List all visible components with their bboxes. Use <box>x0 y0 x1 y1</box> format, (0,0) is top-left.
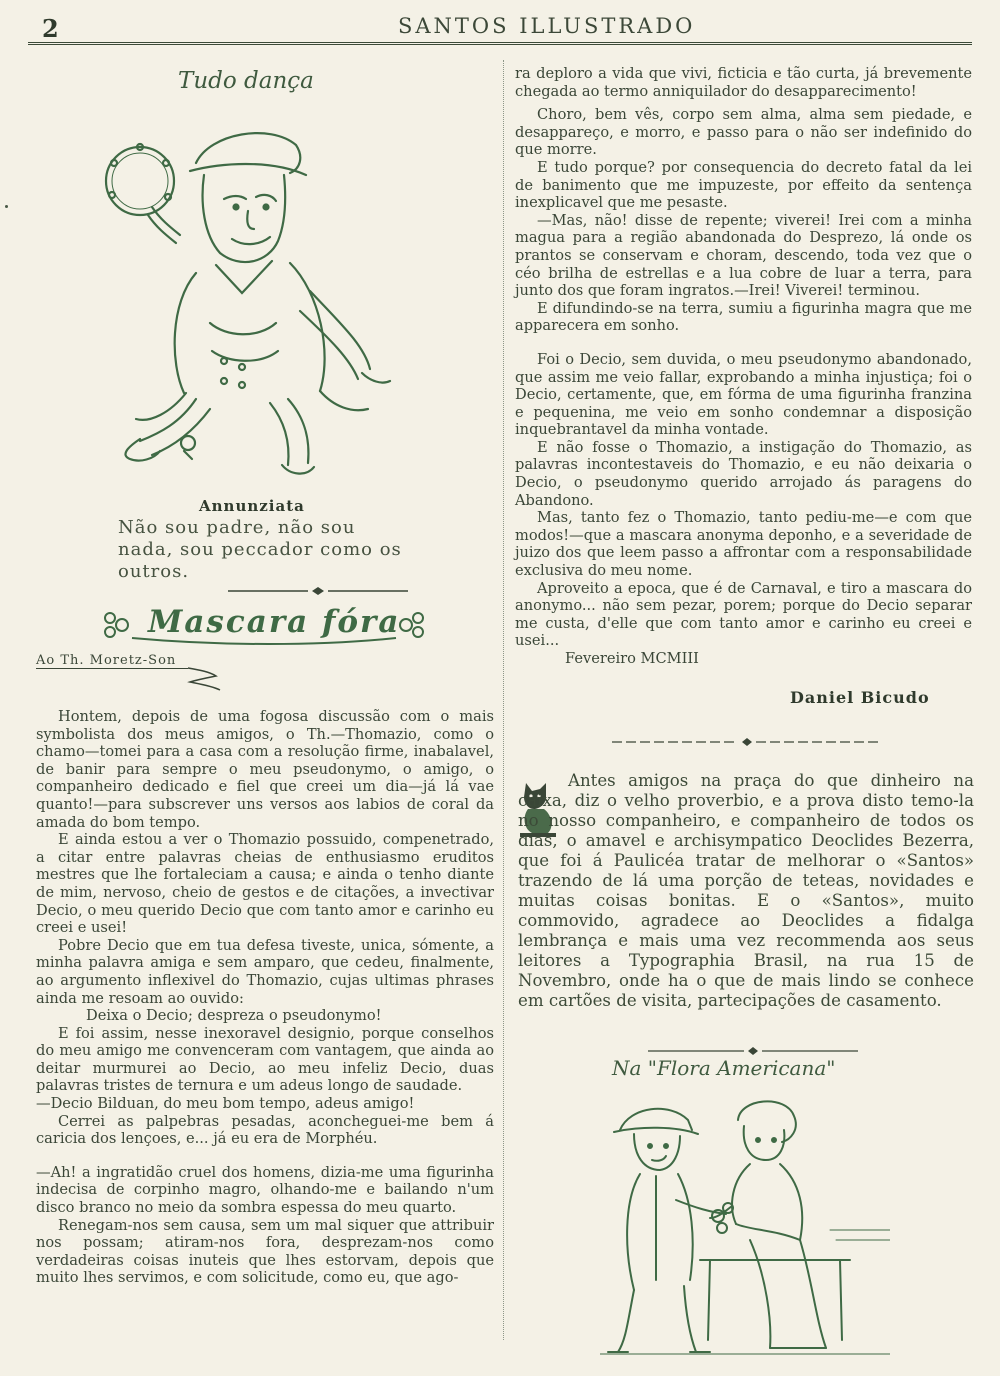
page-number: 2 <box>42 14 59 43</box>
dedication-underline <box>36 668 188 669</box>
illustration-title: Tudo dança <box>178 68 314 94</box>
article-paragraph: Aproveito a epoca, que é de Carnaval, e tiro a mascara do anonymo... não sem pezar, porem; porque do Decio separar me custa, d'elle que com tanto amor e carinho eu creei e usei... <box>515 579 972 650</box>
dancer-caricature-illustration <box>100 123 400 493</box>
article-paragraph: —Mas, não! disse de repente; viverei! Irei com a minha magua para a região abandonada do Desprezo, lá onde os prantos se conservam e choram, descendo, toda vez que o céo brilha de estrellas e a lua cobre de luar a terra, para junto dos que foram ingratos.—Irei! Viverei! terminou. <box>515 211 972 300</box>
article-title: Mascara fóra <box>148 604 401 640</box>
ornamental-divider <box>612 736 882 748</box>
header-rule <box>28 42 972 45</box>
column-divider <box>503 60 504 1340</box>
article-paragraph: Foi o Decio, sem duvida, o meu pseudonymo abandonado, que assim me veio fallar, exprobando a minha injustiça; foi o Decio, certamente, que, em fórma de uma figurinha franzina e pequenina, me veio em sonho condemnar a disposição inquebrantavel da minha vontade. <box>515 350 972 439</box>
author-signature: Daniel Bicudo <box>790 688 930 707</box>
dateline: Fevereiro MCMIII <box>565 650 699 667</box>
article-paragraph: E tudo porque? por consequencia do decreto fatal da lei de banimento que me impuzeste, por effeito da sentença inexplicavel que me pesaste. <box>515 158 972 212</box>
ornamental-divider <box>648 1046 858 1056</box>
couple-illustration <box>600 1090 890 1360</box>
article-paragraph: E foi assim, nesse inexoravel designio, porque conselhos do meu amigo me convenceram com vantagem, que ainda ao deitar murmurei ao Decio, ao meu infeliz Decio, duas palavras tristes de ternura e um adeus longo de saudade. <box>36 1024 494 1095</box>
dedication: Ao Th. Moretz-Son <box>36 653 177 668</box>
paper-speck <box>5 205 8 208</box>
article-paragraph: —Ah! a ingratidão cruel dos homens, dizia-me uma figurinha indecisa de corpinho magro, olhando-me e bailando n'um disco branco no meio da sombra espessa do meu quarto. <box>36 1163 494 1217</box>
article-paragraph: Choro, bem vês, corpo sem alma, alma sem piedade, e desappareço, e morro, e passo para o não ser indefinido do que morre. <box>515 106 972 159</box>
notice-paragraph <box>518 771 974 1011</box>
article-paragraph: Deixa o Decio; despreza o pseudonymo! <box>86 1007 382 1025</box>
article-body-left <box>36 708 494 1287</box>
article-paragraph: Mas, tanto fez o Thomazio, tanto pediu-me—e com que modos!—que a mascara anonyma deponho, e a severidade de juizo dos que leem passo a affrontar com a responsabilidade exclusiva do meu nome. <box>515 509 972 580</box>
ornamental-divider <box>228 586 408 596</box>
illustration-title: Na "Flora Americana" <box>612 1056 836 1080</box>
notice-text: Antes amigos na praça do que dinheiro na caixa, diz o velho proverbio, e a prova disto temo-la no nosso companheiro, e companheiro de todos os dias, o amavel e archisympatico Deoclides Bezerra, que foi á Paulicéa tratar de melhorar o «Santos» trazendo de lá uma porção de teteas, novidades e muitas coisas bonitas. E o «Santos», muito commovido, agradece ao Deoclides a fidalga lembrança e mais uma vez recommenda aos seus leitores a Typographia Brasil, na rua 15 de Novembro, onde ha o que de mais lindo se conhece em cartões de visita, partecipações de casamento. <box>518 771 974 1010</box>
article-paragraph: E ainda estou a ver o Thomazio possuido, compenetrado, a citar entre palavras cheias de enthusiasmo eruditos mestres que lhe fortaleciam a causa; e ainda o tenho diante de mim, nervoso, cheio de gestos e de citações, a invectivar Decio, o meu querido Decio que com tanto amor e carinho eu creei e usei! <box>36 831 494 937</box>
article-paragraph: Hontem, depois de uma fogosa discussão com o mais symbolista dos meus amigos, o Th.—Thomazio, como o chamo—tomei para a casa com a resolução firme, inabalavel, de banir para sempre o meu pseudonymo, o amigo, o companheiro dedicado e fiel que creei um dia—já lá vae quanto!—para subscrever uns versos aos labios de coral da amada do bom tempo. <box>36 708 494 831</box>
article-paragraph: E não fosse o Thomazio, a instigação do Thomazio, as palavras incontestaveis do Thomazio, e eu não deixaria o Decio, o pseudonymo querido arrojado ás paragens do Abandono. <box>515 438 972 509</box>
article-paragraph: Cerrei as palpebras pesadas, aconcheguei-me bem á caricia dos lençoes, e... já eu era de Morphéu. <box>36 1112 494 1148</box>
article-paragraph: ra deploro a vida que vivi, ficticia e tão curta, já brevemente chegada ao termo anniquilador do desapparecimento! <box>515 65 972 100</box>
article-paragraph: —Decio Bilduan, do meu bom tempo, adeus amigo! <box>36 1095 415 1113</box>
caption-name: Annunziata <box>199 497 305 515</box>
article-paragraph: E difundindo-se na terra, sumiu a figurinha magra que me apparecera em sonho. <box>515 299 972 335</box>
article-paragraph: Renegam-nos sem causa, sem um mal siquer que attribuir nos possam; atiram-nos fora, desprezam-nos como verdadeiras coisas inuteis que lhes estorvam, depois que muito lhes servimos, e com solicitude, como eu, que ago- <box>36 1216 494 1287</box>
masthead-title: SANTOS ILLUSTRADO <box>398 14 696 38</box>
article-paragraph: Pobre Decio que em tua defesa tiveste, unica, sómente, a minha palavra amiga e sem amparo, que cedeu, finalmente, ao argumento inflexivel do Thomazio, cujas ultimas phrases ainda me resoam ao ouvido: <box>36 936 494 1007</box>
flourish-ornament <box>186 664 222 694</box>
caption-quote: Não sou padre, não sou nada, sou peccador como os outros. <box>118 517 402 582</box>
article-body-right <box>515 65 972 668</box>
